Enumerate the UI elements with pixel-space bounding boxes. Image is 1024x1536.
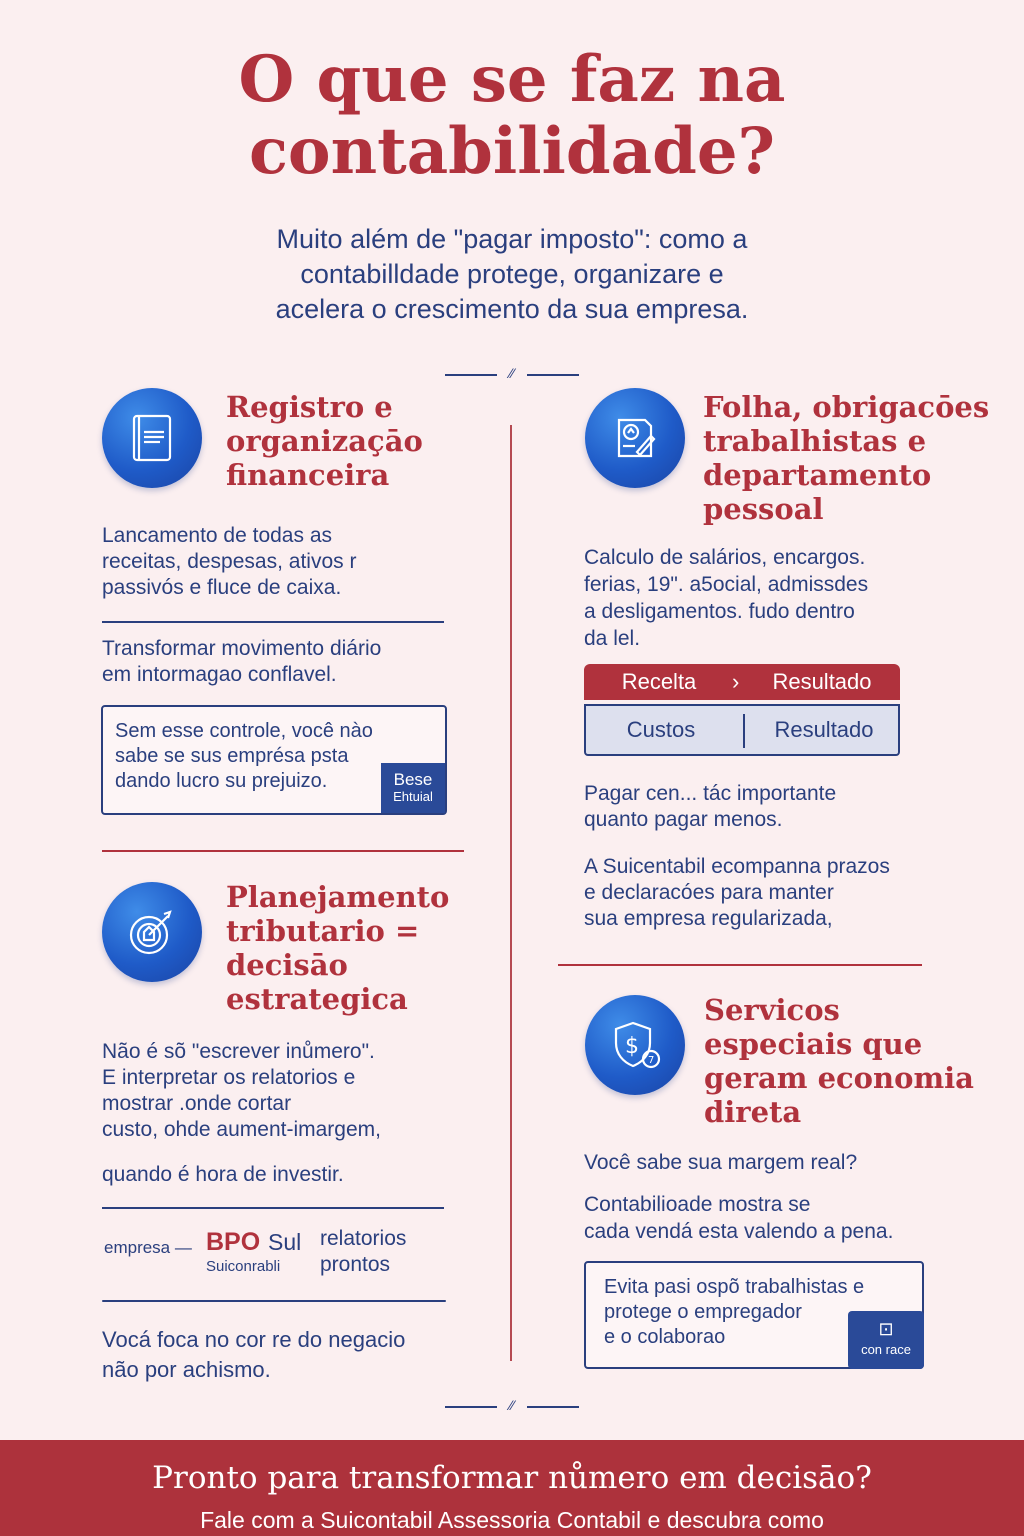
bottom-divider [445, 1397, 579, 1417]
result-table [584, 664, 900, 756]
section-title-planejamento: Planejamento tributario = decisāo estrategica [226, 880, 450, 1016]
target-icon [102, 882, 202, 982]
planejamento-description: Não é sõ "escrever inůmero". E interpretar os relatorios e mostrar .onde cortar custo, ohde aument-imargem, [102, 1040, 381, 1141]
cta-subtitle: Fale com a Suicontabil Assessoria Contabil e descubra como [200, 1507, 824, 1533]
lock-icon: ⊡ [878, 1319, 894, 1339]
payroll-document-icon [585, 388, 685, 488]
registro-callout-box [101, 705, 447, 815]
registro-badge: Bese Ehtuial [381, 763, 445, 813]
result-table-row: Custos Resultado [584, 704, 900, 756]
section-separator-right [558, 964, 922, 966]
bpo-flow: empresa — BPO Sul Suiconrabli relatorios prontos [104, 1227, 407, 1276]
servicos-callout-text: Evita pasi ospõ trabalhistas e protege o empregador e o colaborao [604, 1276, 865, 1348]
servicos-question: Você sabe sua margem real? [584, 1151, 858, 1174]
page-title [0, 44, 1024, 188]
cta-title: Pronto para transformar nůmero em decisāo? [152, 1460, 872, 1496]
folha-note: Pagar cen... tác importante quanto pagar menos. [584, 782, 837, 831]
subtitle-line-3: acelera o crescimento da sua empresa. [275, 294, 749, 324]
registro-highlight: Transformar movimento diário em intormagao conflavel. [102, 637, 382, 686]
svg-text:7: 7 [648, 1055, 655, 1066]
servicos-description: Contabilioade mostra se cada vendá esta valendo a pena. [584, 1193, 894, 1243]
registro-description: Lancamento de todas as receitas, despesas, ativos r passivós e fluce de caixa. [102, 524, 357, 599]
folha-compliance: A Suicentabil ecompanna prazos e declaracóes para manter sua empresa regularizada, [584, 855, 890, 930]
bpo-rule [102, 1300, 446, 1302]
registro-rule [102, 621, 444, 623]
section-separator-left [102, 850, 464, 852]
divider-ornament-icon: ⁄⁄ [509, 365, 515, 381]
dollar-shield-icon [585, 995, 685, 1095]
ledger-book-icon [102, 388, 202, 488]
subtitle-line-1: Muito além de "pagar imposto": como a [276, 224, 748, 254]
section-title-registro: Registro e organizaçāo financeira [226, 390, 423, 492]
folha-description: Calculo de salários, encargos. ferias, 19". a5ocial, admissdes a desligamentos. fudo dentro da lel. [584, 546, 869, 650]
servicos-badge: ⊡ con race [848, 1311, 924, 1369]
cta-footer [0, 1440, 1024, 1536]
title-line-2: contabilidade? [248, 114, 776, 189]
subtitle-line-2: contabilldade protege, organizare e [300, 259, 724, 289]
section-title-folha: Folha, obrigacōes trabalhistas e departamento pessoal [703, 390, 990, 526]
registro-callout-text: Sem esse controle, você nào sabe se sus emprésa psta dando lucro su prejuizo. [115, 720, 373, 792]
servicos-callout-box [584, 1261, 924, 1369]
page-subtitle [150, 222, 874, 327]
planejamento-rule [102, 1207, 444, 1209]
chevron-right-icon: › [732, 669, 740, 694]
divider-ornament-icon: ⁄⁄ [509, 1397, 515, 1413]
center-column-divider [510, 425, 512, 1361]
top-divider [445, 365, 579, 385]
title-line-1: O que se faz na [238, 42, 786, 117]
svg-text:$: $ [625, 1034, 639, 1059]
planejamento-invest: quando é hora de investir. [102, 1163, 344, 1186]
section-title-servicos: Servicos especiais que geram economia direta [704, 993, 974, 1129]
planejamento-closing: Vocá foca no cor re do negacio não por achismo. [102, 1327, 406, 1382]
result-table-header: Recelta › Resultado [584, 664, 900, 700]
